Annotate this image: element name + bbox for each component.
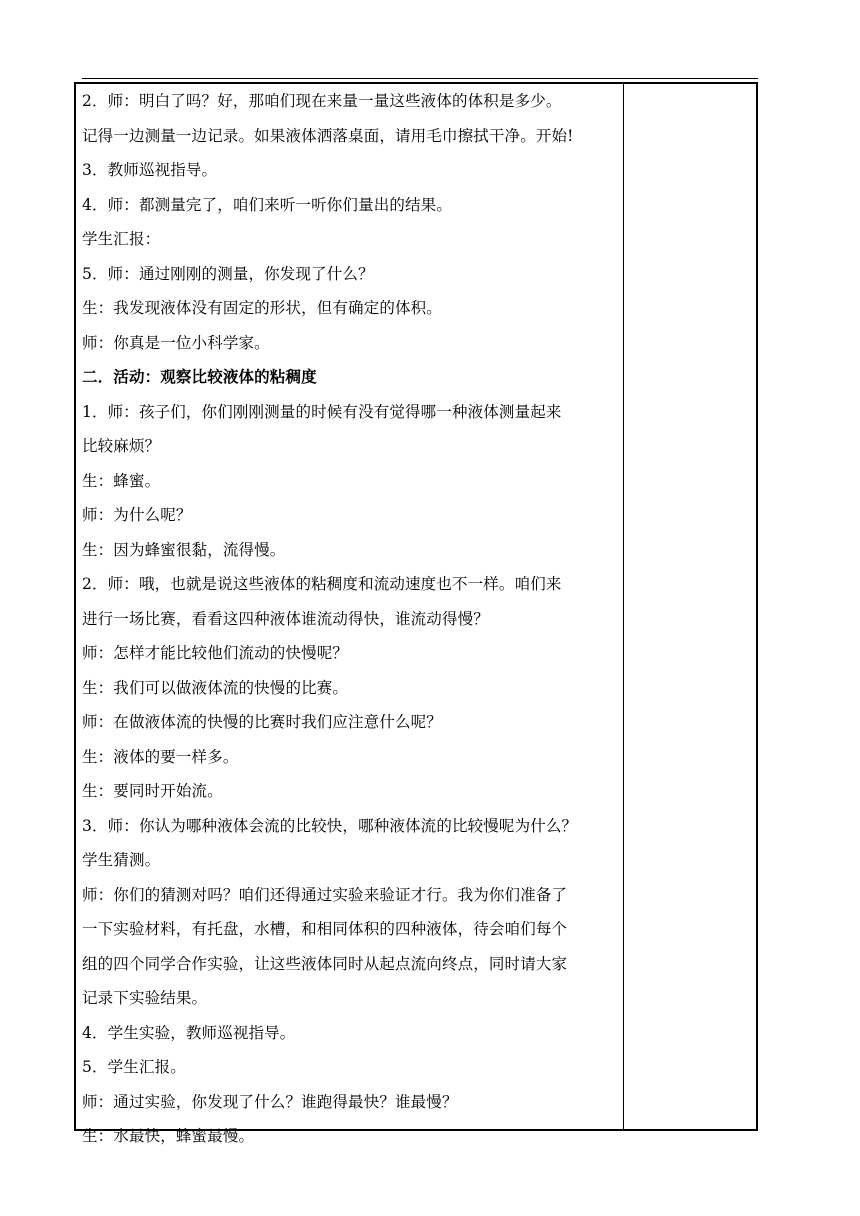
- text-line: 师：怎样才能比较他们流动的快慢呢？: [82, 644, 349, 662]
- text-line: 师：通过实验，你发现了什么？谁跑得最快？谁最慢？: [82, 1092, 458, 1111]
- text-line: 组的四个同学合作实验，让这些液体同时从起点流向终点，同时请大家: [82, 954, 568, 973]
- section-heading: 二．活动：观察比较液体的粘稠度: [82, 367, 317, 386]
- text-line: 学生猜测。: [82, 851, 161, 869]
- text-line: 一下实验材料，有托盘，水槽，和相同体积的四种液体，待会咱们每个: [82, 920, 568, 938]
- text-line: 进行一场比赛，看看这四种液体谁流动得快，谁流动得慢？: [82, 609, 489, 628]
- text-line: 生：我们可以做液体流的快慢的比赛。: [82, 678, 349, 697]
- text-line: 生：蜂蜜。: [82, 471, 161, 490]
- text-line: 生：要同时开始流。: [82, 782, 223, 800]
- text-line: 记得一边测量一边记录。如果液体洒落桌面，请用毛巾擦拭干净。开始!: [82, 126, 574, 145]
- text-line: 师：你们的猜测对吗？咱们还得通过实验来验证才行。我为你们准备了: [82, 885, 568, 904]
- text-line: 比较麻烦？: [82, 437, 161, 455]
- text-line: 师：为什么呢？: [82, 506, 192, 524]
- text-line: 3．教师巡视指导。: [82, 161, 218, 179]
- text-line: 4．师：都测量完了，咱们来听一听你们量出的结果。: [82, 195, 452, 214]
- text-line: 生：液体的要一样多。: [82, 747, 239, 766]
- table-column-divider: [623, 82, 624, 1131]
- text-line: 生：我发现液体没有固定的形状，但有确定的体积。: [82, 299, 442, 317]
- text-line: 3．师：你认为哪种液体会流的比较快，哪种液体流的比较慢呢为什么？: [82, 816, 578, 835]
- text-line: 生：因为蜂蜜很黏，流得慢。: [82, 540, 286, 559]
- notes-column-cell: [625, 84, 756, 1129]
- text-line: 学生汇报：: [82, 230, 161, 248]
- text-line: 5．学生汇报。: [82, 1058, 186, 1076]
- header-rule: [82, 78, 758, 79]
- text-line: 生：水最快，蜂蜜最慢。: [82, 1127, 255, 1145]
- text-line: 4．学生实验，教师巡视指导。: [82, 1023, 296, 1042]
- text-line: 记录下实验结果。: [82, 989, 208, 1007]
- text-line: 师：在做液体流的快慢的比赛时我们应注意什么呢？: [82, 713, 442, 731]
- text-line: 师：你真是一位小科学家。: [82, 333, 270, 352]
- text-line: 2．师：哦，也就是说这些液体的粘稠度和流动速度也不一样。咱们来: [82, 575, 562, 593]
- lesson-content-cell: [82, 84, 618, 1154]
- text-line: 1．师：孩子们，你们刚刚测量的时候有没有觉得哪一种液体测量起来: [82, 402, 562, 421]
- text-line: 2．师：明白了吗？好，那咱们现在来量一量这些液体的体积是多少。: [82, 92, 562, 110]
- text-line: 5．师：通过刚刚的测量，你发现了什么？: [82, 264, 374, 283]
